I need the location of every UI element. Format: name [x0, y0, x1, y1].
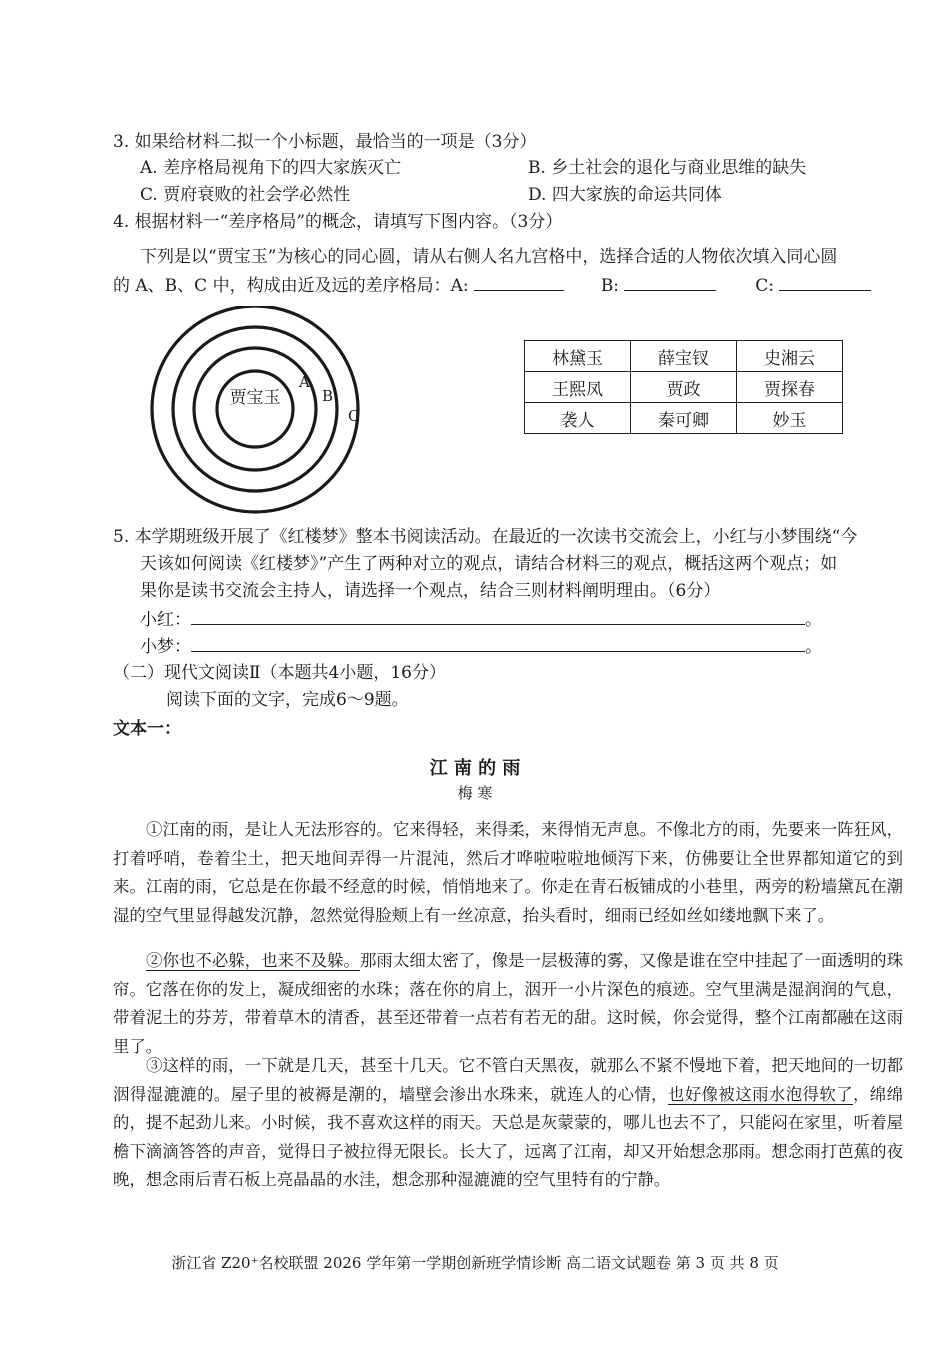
paragraph-3-text: ③这样的雨，一下就是几天，甚至十几天。它不管白天黑夜，就那么不紧不慢地下着，把天地间的一切都洇得湿漉漉的。屋子里的被褥是潮的，墙壁会渗出水珠来，就连人的心情，	[113, 1056, 903, 1104]
text-label: 文本一：	[113, 719, 181, 739]
grid-row	[525, 403, 843, 434]
ring-b	[194, 348, 316, 470]
xiaomeng-answer-row	[140, 635, 822, 658]
q5-line3: 果你是读书交流会主持人，请选择一个观点，结合三则材料阐明理由。（6分）	[140, 581, 721, 601]
paragraph-2-text: 那雨太细太密了，像是一层极薄的雾，又像是谁在空中挂起了一面透明的珠帘。它落在你的发上，凝成细密的水珠；落在你的肩上，洇开一小片深色的痕迹。空气里满是湿润润的气息，带着泥土的芬芳，带着草木的清香，甚至还带着一点若有若无的甜。这时候，你会觉得，整个江南都融在这雨里了。	[113, 951, 903, 1056]
underlined-phrase: 也好像被这雨水泡得软了	[667, 1084, 853, 1104]
q4-stem: 4. 根据材料一“差序格局”的概念，请填写下图内容。（3分）	[113, 212, 563, 232]
label-b: B:	[600, 276, 620, 296]
ring-outer	[152, 306, 358, 512]
grid-cell: 袭人	[525, 403, 631, 434]
name-grid	[524, 340, 843, 434]
q4-line2	[113, 274, 871, 297]
label-c: C:	[755, 276, 775, 296]
grid-cell: 贾探春	[737, 372, 843, 403]
xiaohong-answer-row	[140, 608, 822, 631]
paragraph-1: ①江南的雨，是让人无法形容的。它来得轻，来得柔，来得悄无声息。不像北方的雨，先要来一阵狂风，打着呼哨，卷着尘土，把天地间弄得一片混沌，然后才哗啦啦啦地倾泻下来，仿佛要让全世界都知道它的到来。江南的雨，它总是在你最不经意的时候，悄悄地来了。你走在青石板铺成的小巷里，两旁的粉墙黛瓦在潮湿的空气里显得越发沉静，忽然觉得脸颊上有一丝凉意，抬头看时，细雨已经如丝如缕地飘下来了。	[113, 820, 903, 925]
xiaohong-answer-blank[interactable]	[191, 608, 805, 625]
section2-heading: （二）现代文阅读Ⅱ（本题共4小题，16分）	[113, 663, 447, 683]
grid-cell: 林黛玉	[525, 341, 631, 372]
ring-a	[217, 371, 293, 447]
section2-instruction: 阅读下面的文字，完成6～9题。	[166, 690, 409, 710]
underlined-phrase: ②你也不必躲，也来不及躲。	[146, 951, 360, 970]
grid-cell: 薛宝钗	[631, 341, 737, 372]
ring-label-b: B	[322, 387, 334, 405]
grid-cell: 史湘云	[737, 341, 843, 372]
center-label: 贾宝玉	[229, 388, 281, 408]
grid-cell: 王熙凤	[525, 372, 631, 403]
page-footer: 浙江省 Z20⁺名校联盟 2026 学年第一学期创新班学情诊断 高二语文试题卷 第 3 页 共 8 页	[171, 1254, 779, 1272]
grid-row	[525, 372, 843, 403]
article-title: 江 南 的 雨	[429, 758, 521, 779]
q3-option-c: C. 贾府衰败的社会学必然性	[140, 185, 351, 205]
xiaomeng-answer-blank[interactable]	[191, 635, 805, 652]
end-mark: 。	[805, 637, 822, 657]
grid-row	[525, 341, 843, 372]
answer-blank-c[interactable]	[779, 274, 871, 291]
q5-line1: 5. 本学期班级开展了《红楼梦》整本书阅读活动。在最近的一次读书交流会上，小红与小梦围绕“今	[113, 527, 858, 547]
grid-cell: 贾政	[631, 372, 737, 403]
ring-label-c: C	[348, 407, 360, 425]
q4-line1: 下列是以“贾宝玉”为核心的同心圆，请从右侧人名九宫格中，选择合适的人物依次填入同心圆	[140, 247, 838, 267]
answer-blank-b[interactable]	[624, 274, 716, 291]
q3-stem: 3. 如果给材料二拟一个小标题，最恰当的一项是（3分）	[113, 132, 537, 152]
paragraph-3-text-rest: ，绵绵的，提不起劲儿来。小时候，我不喜欢这样的雨天。天总是灰蒙蒙的，哪儿也去不了，只能闷在家里，听着屋檐下滴滴答答的声音，觉得日子被拉得无限长。长大了，远离了江南，却又开始想念那雨。想念雨打芭蕉的夜晚，想念雨后青石板上亮晶晶的水洼，想念那种湿漉漉的空气里特有的宁静。	[113, 1084, 904, 1189]
q3-option-b: B. 乡土社会的退化与商业思维的缺失	[528, 158, 807, 178]
end-mark: 。	[805, 610, 822, 630]
article-author: 梅 寒	[457, 784, 493, 802]
paragraph-3	[113, 1052, 903, 1195]
paragraph-2	[113, 947, 903, 1061]
q5-line2: 天该如何阅读《红楼梦》”产生了两种对立的观点，请结合材料三的观点，概括这两个观点；如	[140, 554, 838, 574]
xiaohong-label: 小红：	[140, 610, 191, 630]
xiaomeng-label: 小梦：	[140, 637, 191, 657]
q3-option-a: A. 差序格局视角下的四大家族灭亡	[140, 158, 402, 178]
q4-line2-prefix: 的 A、B、C 中，构成由近及远的差序格局：A:	[113, 276, 469, 296]
q3-option-d: D. 四大家族的命运共同体	[528, 185, 722, 205]
answer-blank-a[interactable]	[474, 274, 564, 291]
concentric-circles-diagram	[145, 306, 375, 516]
ring-c	[173, 327, 337, 491]
grid-cell: 妙玉	[737, 403, 843, 434]
grid-cell: 秦可卿	[631, 403, 737, 434]
ring-label-a: A	[299, 373, 310, 391]
